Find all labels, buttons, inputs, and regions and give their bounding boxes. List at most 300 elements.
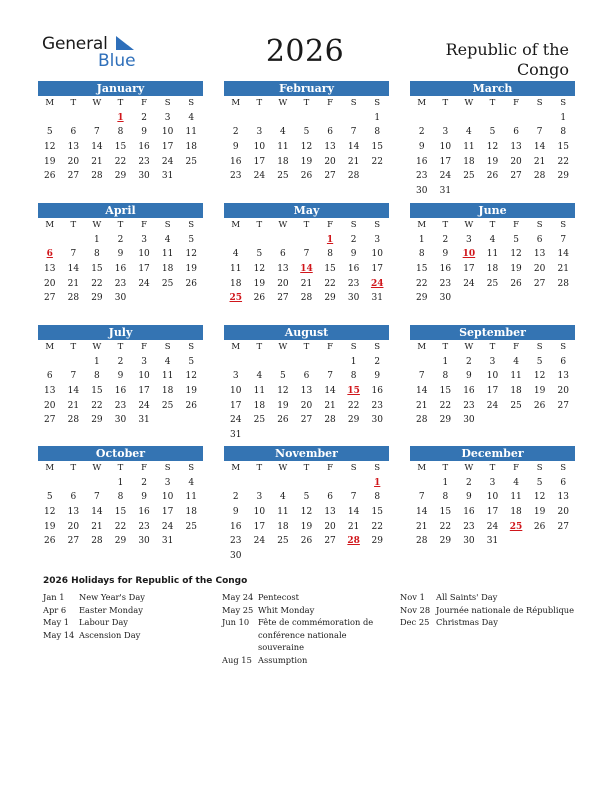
day: 29 (439, 536, 452, 547)
day: 27 (324, 171, 336, 182)
day: 18 (161, 386, 174, 397)
empty-day (434, 111, 458, 126)
day: 30 (230, 551, 242, 562)
day: 30 (439, 293, 452, 304)
holiday-entry (400, 591, 575, 604)
holiday-day: 15 (347, 386, 360, 397)
day: 13 (557, 371, 569, 382)
country-title (409, 40, 569, 80)
empty-day (271, 233, 295, 248)
holiday-name: All Saints' Day (436, 592, 498, 602)
day: 19 (277, 400, 289, 411)
day: 6 (280, 249, 286, 260)
day: 13 (44, 264, 56, 275)
day: 19 (300, 156, 313, 167)
month-days (38, 461, 203, 549)
empty-day (318, 476, 342, 491)
holiday-column-1 (43, 591, 213, 641)
weekday-header: T (303, 98, 310, 108)
day: 12 (533, 492, 546, 503)
month-february (224, 81, 389, 184)
weekday-header: M (231, 463, 241, 473)
day: 7 (560, 234, 567, 245)
day: 9 (374, 371, 381, 382)
day: 23 (230, 536, 242, 547)
day: 7 (70, 249, 77, 260)
day: 4 (232, 249, 239, 260)
day: 31 (161, 536, 174, 547)
day: 18 (277, 521, 289, 532)
day: 16 (439, 264, 452, 275)
day: 6 (513, 127, 519, 138)
day: 18 (463, 156, 475, 167)
day: 5 (489, 127, 496, 138)
country-line-1: Republic of the (445, 40, 569, 59)
day: 25 (277, 171, 289, 182)
day: 26 (44, 171, 56, 182)
day: 23 (230, 171, 242, 182)
day: 29 (91, 415, 103, 426)
day: 16 (114, 386, 127, 397)
month-days (38, 218, 203, 306)
month-header: July (38, 325, 203, 340)
month-header: January (38, 81, 203, 96)
day: 25 (277, 536, 289, 547)
day: 23 (138, 521, 150, 532)
day: 27 (300, 415, 313, 426)
day: 17 (230, 400, 242, 411)
day: 18 (510, 386, 522, 397)
day: 7 (327, 371, 333, 382)
day: 22 (439, 400, 452, 411)
weekday-header: F (327, 463, 334, 473)
day: 3 (256, 492, 263, 503)
weekday-header: T (117, 463, 124, 473)
month-november (224, 446, 389, 564)
empty-day (248, 111, 272, 126)
month-days (410, 461, 575, 549)
day: 29 (416, 293, 428, 304)
day: 23 (138, 156, 150, 167)
holiday-entry (222, 604, 387, 617)
day: 18 (253, 400, 266, 411)
day: 10 (253, 507, 266, 518)
day: 18 (486, 264, 499, 275)
month-header: August (224, 325, 389, 340)
day: 13 (277, 264, 289, 275)
month-september (410, 325, 575, 428)
day: 24 (161, 521, 174, 532)
day: 12 (253, 264, 266, 275)
day: 6 (70, 492, 77, 503)
day: 21 (91, 521, 103, 532)
weekday-header: S (374, 463, 381, 473)
day: 27 (277, 293, 289, 304)
day: 13 (44, 386, 56, 397)
month-october (38, 446, 203, 549)
month-days (38, 96, 203, 184)
empty-day (295, 476, 319, 491)
day: 12 (533, 371, 546, 382)
weekday-header: F (327, 342, 334, 352)
day: 24 (253, 171, 266, 182)
day: 16 (138, 507, 150, 518)
weekday-header: W (464, 220, 474, 230)
day: 3 (442, 127, 449, 138)
day: 20 (557, 386, 569, 397)
day: 12 (300, 507, 313, 518)
day: 8 (442, 371, 449, 382)
day: 3 (374, 234, 381, 245)
day: 19 (44, 156, 56, 167)
day: 14 (67, 264, 80, 275)
day: 6 (327, 492, 333, 503)
holiday-list-title: 2026 Holidays for Republic of the Congo (43, 576, 248, 586)
day: 4 (466, 127, 472, 138)
day: 8 (374, 492, 381, 503)
weekday-header: S (164, 220, 171, 230)
empty-day (481, 111, 505, 126)
holiday-date: Nov 28 (400, 604, 431, 615)
day: 9 (141, 127, 147, 138)
day: 30 (371, 415, 383, 426)
weekday-header: S (560, 220, 567, 230)
day: 25 (253, 415, 266, 426)
day: 5 (188, 356, 195, 367)
day: 15 (371, 507, 383, 518)
day: 19 (253, 278, 266, 289)
day: 29 (557, 171, 569, 182)
weekday-header: F (327, 220, 334, 230)
day: 21 (557, 264, 569, 275)
day: 10 (253, 142, 266, 153)
month-january (38, 81, 203, 184)
day: 2 (232, 492, 239, 503)
day: 26 (253, 293, 266, 304)
day: 12 (300, 142, 313, 153)
weekday-header: T (303, 463, 310, 473)
holiday-entry (222, 629, 387, 654)
day: 20 (324, 521, 336, 532)
holiday-entry (43, 604, 213, 617)
month-header: March (410, 81, 575, 96)
day: 2 (117, 356, 124, 367)
brand-flag-icon (114, 34, 136, 52)
holiday-entry (43, 629, 213, 642)
month-header: December (410, 446, 575, 461)
day: 26 (277, 415, 289, 426)
day: 5 (256, 249, 263, 260)
day: 14 (557, 249, 569, 260)
day: 11 (486, 249, 499, 260)
holiday-day: 24 (370, 278, 384, 289)
empty-day (38, 233, 62, 248)
holiday-entry (400, 604, 575, 617)
day: 5 (536, 477, 543, 488)
month-header: June (410, 203, 575, 218)
day: 19 (44, 521, 56, 532)
day: 5 (303, 492, 310, 503)
weekday-header: T (70, 463, 77, 473)
day: 21 (300, 278, 313, 289)
day: 23 (439, 278, 452, 289)
day: 10 (138, 249, 150, 260)
day: 27 (533, 278, 546, 289)
day: 15 (114, 507, 127, 518)
day: 24 (161, 156, 174, 167)
day: 7 (94, 127, 100, 138)
day: 24 (230, 415, 242, 426)
empty-day (410, 111, 434, 126)
day: 17 (371, 264, 383, 275)
weekday-header: S (560, 463, 567, 473)
day: 17 (486, 386, 499, 397)
day: 29 (324, 293, 336, 304)
day: 25 (463, 171, 475, 182)
holiday-name: Easter Monday (79, 604, 143, 615)
day: 10 (486, 492, 499, 503)
day: 4 (513, 356, 519, 367)
day: 24 (463, 278, 475, 289)
day: 8 (350, 371, 357, 382)
day: 1 (560, 112, 567, 123)
weekday-header: W (92, 463, 102, 473)
weekday-header: T (489, 463, 496, 473)
month-days (224, 461, 389, 564)
day: 27 (67, 171, 80, 182)
day: 9 (232, 142, 239, 153)
day: 23 (416, 171, 428, 182)
day: 11 (463, 142, 475, 153)
weekday-header: W (92, 342, 102, 352)
holiday-name: Pentecost (258, 592, 299, 602)
month-july (38, 325, 203, 428)
day: 31 (161, 171, 174, 182)
day: 10 (486, 371, 499, 382)
day: 8 (94, 249, 100, 260)
weekday-header: T (117, 220, 124, 230)
holiday-day: 6 (46, 249, 53, 260)
day: 27 (44, 293, 56, 304)
empty-day (224, 476, 248, 491)
day: 2 (350, 234, 357, 245)
day: 16 (230, 521, 242, 532)
day: 21 (347, 156, 360, 167)
day: 13 (67, 507, 80, 518)
day: 9 (117, 249, 124, 260)
holiday-entry (43, 591, 213, 604)
holiday-day: 28 (347, 536, 360, 547)
day: 22 (557, 156, 569, 167)
day: 23 (114, 400, 127, 411)
day: 7 (94, 492, 100, 503)
weekday-header: M (45, 342, 55, 352)
month-august (224, 325, 389, 443)
day: 18 (230, 278, 242, 289)
empty-day (410, 476, 434, 491)
month-march (410, 81, 575, 199)
empty-day (295, 111, 319, 126)
day: 19 (185, 264, 197, 275)
day: 17 (253, 521, 266, 532)
day: 2 (418, 127, 425, 138)
empty-day (295, 233, 319, 248)
day: 26 (510, 278, 522, 289)
day: 30 (347, 293, 360, 304)
day: 10 (439, 142, 452, 153)
empty-day (318, 355, 342, 370)
day: 8 (327, 249, 333, 260)
day: 27 (324, 536, 336, 547)
month-days (224, 340, 389, 443)
day: 18 (185, 507, 197, 518)
day: 1 (374, 112, 381, 123)
day: 16 (371, 386, 383, 397)
day: 1 (94, 234, 100, 245)
day: 8 (117, 127, 124, 138)
day: 12 (44, 142, 56, 153)
day: 15 (439, 507, 452, 518)
day: 20 (557, 507, 569, 518)
holiday-date: May 14 (43, 629, 75, 640)
day: 4 (256, 371, 263, 382)
day: 20 (44, 278, 56, 289)
day: 1 (418, 234, 425, 245)
day: 2 (466, 356, 472, 367)
day: 8 (94, 371, 100, 382)
day: 14 (416, 507, 428, 518)
day: 30 (138, 536, 150, 547)
weekday-header: S (536, 98, 543, 108)
day: 3 (141, 356, 147, 367)
month-header: October (38, 446, 203, 461)
day: 3 (489, 356, 496, 367)
day: 7 (418, 492, 425, 503)
day: 27 (510, 171, 522, 182)
day: 2 (374, 356, 381, 367)
day: 22 (114, 521, 127, 532)
day: 28 (416, 415, 428, 426)
day: 25 (185, 156, 197, 167)
weekday-header: T (256, 342, 263, 352)
day: 12 (185, 249, 197, 260)
day: 30 (416, 186, 428, 197)
day: 16 (347, 264, 360, 275)
day: 26 (486, 171, 499, 182)
day: 17 (439, 156, 452, 167)
day: 18 (510, 507, 522, 518)
day: 20 (67, 521, 80, 532)
day: 7 (70, 371, 77, 382)
day: 28 (91, 171, 103, 182)
weekday-header: S (188, 463, 195, 473)
day: 4 (164, 356, 171, 367)
day: 2 (141, 112, 147, 123)
day: 8 (560, 127, 567, 138)
day: 6 (46, 371, 53, 382)
day: 26 (533, 521, 546, 532)
day: 31 (138, 415, 150, 426)
weekday-header: W (464, 463, 474, 473)
empty-day (271, 111, 295, 126)
day: 3 (489, 477, 496, 488)
weekday-header: M (45, 463, 55, 473)
holiday-date (222, 629, 258, 654)
weekday-header: F (327, 98, 334, 108)
weekday-header: T (442, 342, 449, 352)
empty-day (410, 355, 434, 370)
weekday-header: F (141, 220, 148, 230)
day: 20 (300, 400, 313, 411)
month-days (38, 340, 203, 428)
weekday-header: F (513, 342, 520, 352)
holiday-column-3 (400, 591, 575, 629)
day: 26 (44, 536, 56, 547)
day: 9 (442, 249, 449, 260)
month-header: November (224, 446, 389, 461)
day: 7 (418, 371, 425, 382)
holiday-date: May 1 (43, 617, 70, 628)
month-december (410, 446, 575, 549)
day: 7 (350, 492, 357, 503)
holiday-date: Jun 10 (222, 617, 250, 628)
day: 21 (324, 400, 336, 411)
weekday-header: S (374, 342, 381, 352)
day: 5 (303, 127, 310, 138)
day: 23 (371, 400, 383, 411)
day: 3 (164, 477, 171, 488)
day: 24 (138, 278, 150, 289)
weekday-header: S (188, 220, 195, 230)
holiday-day: 25 (229, 293, 243, 304)
holiday-entry (222, 616, 387, 629)
weekday-header: S (350, 220, 357, 230)
day: 28 (416, 536, 428, 547)
day: 28 (347, 171, 360, 182)
day: 13 (324, 507, 336, 518)
day: 14 (91, 507, 103, 518)
empty-day (248, 355, 272, 370)
empty-day (295, 355, 319, 370)
day: 24 (439, 171, 452, 182)
day: 2 (141, 477, 147, 488)
day: 16 (230, 156, 242, 167)
day: 9 (350, 249, 357, 260)
month-header: May (224, 203, 389, 218)
brand-name-blue: Blue (98, 51, 136, 71)
day: 16 (138, 142, 150, 153)
day: 23 (347, 278, 360, 289)
holiday-date: May 25 (222, 604, 254, 615)
day: 19 (533, 507, 546, 518)
weekday-header: M (417, 220, 427, 230)
weekday-header: S (536, 463, 543, 473)
day: 23 (463, 521, 475, 532)
day: 22 (371, 521, 383, 532)
day: 19 (486, 156, 499, 167)
holiday-date: May 24 (222, 592, 254, 602)
day: 14 (533, 142, 546, 153)
day: 14 (91, 142, 103, 153)
weekday-header: W (278, 220, 288, 230)
day: 26 (185, 278, 197, 289)
day: 26 (185, 400, 197, 411)
day: 29 (347, 415, 360, 426)
day: 15 (91, 264, 103, 275)
day: 31 (230, 430, 242, 441)
day: 22 (371, 156, 383, 167)
day: 17 (463, 264, 475, 275)
